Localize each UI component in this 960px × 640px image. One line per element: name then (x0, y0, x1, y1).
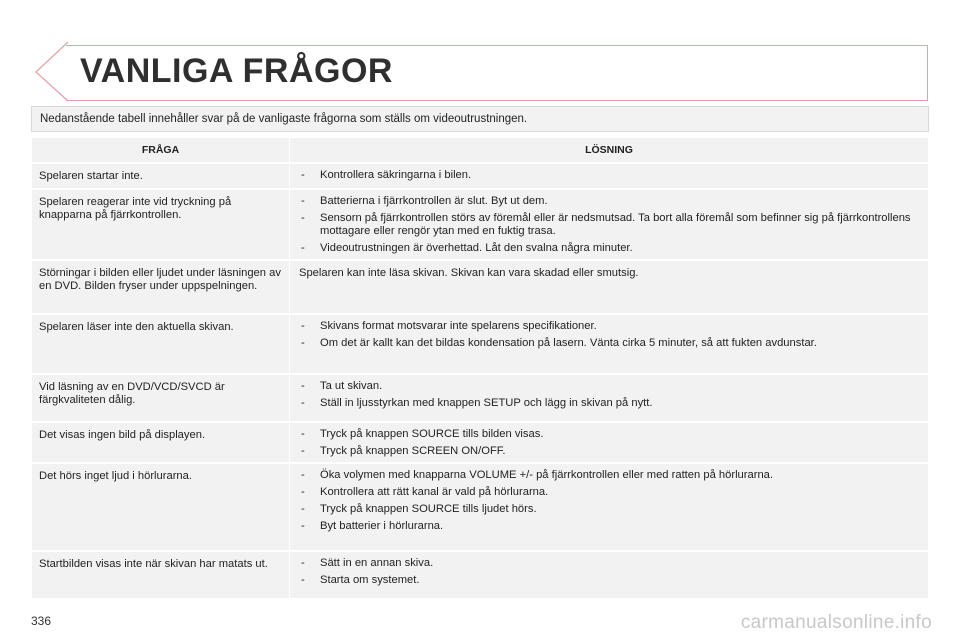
bullet-dash: - (301, 557, 305, 569)
solution-item (299, 195, 922, 208)
solution-item-text: Videoutrustningen är överhettad. Låt den svalna några minuter. (320, 242, 633, 254)
solution-list (299, 557, 922, 587)
question-cell: Spelaren läser inte den aktuella skivan. (32, 314, 290, 374)
solution-item (299, 574, 922, 587)
question-cell: Det visas ingen bild på displayen. (32, 422, 290, 463)
bullet-dash: - (301, 469, 305, 481)
solution-item-text: Tryck på knappen SOURCE tills ljudet hörs. (320, 503, 537, 515)
solution-item-text: Sensorn på fjärrkontrollen störs av föremål eller är nedsmutsad. Ta bort alla föremål som befinner sig på fjärrkontrollens mottagare eller rengör ytan med en fuktig trasa. (320, 212, 911, 237)
solution-item-text: Ställ in ljusstyrkan med knappen SETUP och lägg in skivan på nytt. (320, 397, 653, 409)
question-cell: Vid läsning av en DVD/VCD/SVCD är färgkvaliteten dålig. (32, 374, 290, 422)
solution-list (299, 169, 922, 182)
solution-list (299, 380, 922, 410)
solution-item (299, 557, 922, 570)
solution-cell (290, 163, 929, 189)
title-decoration (30, 40, 70, 102)
bullet-dash: - (301, 169, 305, 181)
bullet-dash: - (301, 397, 305, 409)
table-row (32, 189, 929, 260)
question-cell: Störningar i bilden eller ljudet under läsningen av en DVD. Bilden fryser under uppspelningen. (32, 260, 290, 314)
table-row (32, 422, 929, 463)
solution-item (299, 486, 922, 499)
table-row (32, 374, 929, 422)
solution-item (299, 469, 922, 482)
watermark: carmanualsonline.info (740, 612, 932, 633)
solution-item (299, 337, 922, 350)
bullet-dash: - (301, 574, 305, 586)
bullet-dash: - (301, 212, 305, 224)
solution-item-text: Starta om systemet. (320, 574, 420, 586)
solution-list (299, 195, 922, 255)
faq-body (32, 163, 929, 599)
solution-item-text: Skivans format motsvarar inte spelarens specifikationer. (320, 320, 597, 332)
solution-item (299, 520, 922, 533)
solution-item-text: Öka volymen med knapparna VOLUME +/- på fjärrkontrollen eller med ratten på hörlurarna. (320, 469, 774, 481)
bullet-dash: - (301, 428, 305, 440)
solution-cell (290, 374, 929, 422)
solution-cell (290, 551, 929, 599)
table-header-row (32, 138, 929, 164)
solution-item-text: Byt batterier i hörlurarna. (320, 520, 444, 532)
solution-item (299, 445, 922, 458)
solution-item (299, 428, 922, 441)
solution-item-text: Sätt in en annan skiva. (320, 557, 434, 569)
solution-cell (290, 463, 929, 551)
table-row (32, 314, 929, 374)
solution-list (299, 320, 922, 350)
solution-item-text: Kontrollera säkringarna i bilen. (320, 169, 472, 181)
page-number: 336 (31, 614, 52, 628)
bullet-dash: - (301, 380, 305, 392)
solution-item (299, 503, 922, 516)
header-question: FRÅGA (32, 138, 290, 164)
question-cell: Det hörs inget ljud i hörlurarna. (32, 463, 290, 551)
table-row (32, 163, 929, 189)
solution-item (299, 320, 922, 333)
solution-cell (290, 189, 929, 260)
solution-cell (290, 260, 929, 314)
table-row (32, 463, 929, 551)
bullet-dash: - (301, 445, 305, 457)
bullet-dash: - (301, 520, 305, 532)
solution-item (299, 169, 922, 182)
solution-item-text: Om det är kallt kan det bildas kondensation på lasern. Vänta cirka 5 minuter, så att fukten avdunstar. (320, 337, 817, 349)
solution-item-text: Tryck på knappen SOURCE tills bilden visas. (320, 428, 544, 440)
solution-text: Spelaren kan inte läsa skivan. Skivan kan vara skadad eller smutsig. (299, 267, 639, 279)
faq-table (31, 137, 929, 600)
bullet-dash: - (301, 503, 305, 515)
bullet-dash: - (301, 242, 305, 254)
solution-item (299, 397, 922, 410)
question-cell: Spelaren startar inte. (32, 163, 290, 189)
bullet-dash: - (301, 337, 305, 349)
page-title: VANLIGA FRÅGOR (80, 52, 393, 90)
intro-text: Nedanstående tabell innehåller svar på de vanligaste frågorna som ställs om videoutrustningen. (31, 106, 929, 132)
solution-item (299, 212, 922, 238)
bullet-dash: - (301, 486, 305, 498)
solution-cell (290, 422, 929, 463)
question-cell: Spelaren reagerar inte vid tryckning på knapparna på fjärrkontrollen. (32, 189, 290, 260)
question-cell: Startbilden visas inte när skivan har matats ut. (32, 551, 290, 599)
header-solution: LÖSNING (290, 138, 929, 164)
solution-list (299, 469, 922, 533)
solution-item-text: Tryck på knappen SCREEN ON/OFF. (320, 445, 506, 457)
bullet-dash: - (301, 320, 305, 332)
solution-cell (290, 314, 929, 374)
solution-item-text: Kontrollera att rätt kanal är vald på hörlurarna. (320, 486, 549, 498)
solution-item (299, 242, 922, 255)
table-row (32, 260, 929, 314)
table-row (32, 551, 929, 599)
solution-item-text: Ta ut skivan. (320, 380, 383, 392)
solution-item-text: Batterierna i fjärrkontrollen är slut. Byt ut dem. (320, 195, 548, 207)
solution-list (299, 428, 922, 458)
bullet-dash: - (301, 195, 305, 207)
solution-item (299, 380, 922, 393)
